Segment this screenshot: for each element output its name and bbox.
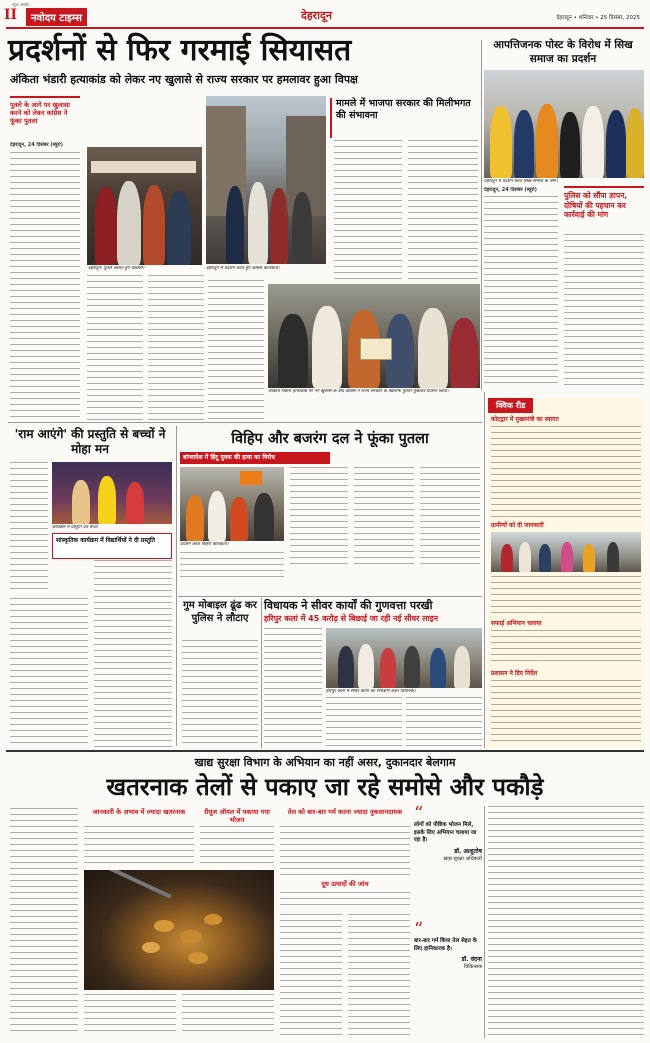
photo-figure xyxy=(561,542,573,572)
quick-read-item-body xyxy=(491,426,641,518)
bottom-story-body-6 xyxy=(280,826,410,876)
photo-ladle xyxy=(106,870,171,899)
section-rule xyxy=(178,596,482,597)
right-story-side-box xyxy=(564,186,644,232)
ram-story-caption: कार्यक्रम में प्रस्तुति देते बच्चे। xyxy=(52,525,99,530)
quick-read-item: कोटद्वार में मुख्यमंत्री का स्वागत xyxy=(491,416,559,423)
lead-subhead: अंकिता भंडारी हत्याकांड को लेकर नए खुलासे से राज्य सरकार पर हमलावर हुआ विपक्ष xyxy=(10,73,358,86)
right-story-dateline-text: देहरादून, 24 दिसंबर (ब्यूरो) xyxy=(484,187,537,193)
right-story-side-box-text: पुलिस को सौंपा ज्ञापन, दोषियों की पहचान कर कार्रवाई की मांग xyxy=(564,191,628,219)
lead-caption-1: देहरादून: पुतले जलाते हुए कांग्रेसी। xyxy=(88,266,145,271)
photo-figure xyxy=(72,480,90,524)
photo-figure xyxy=(582,106,604,178)
photo-figure xyxy=(167,191,191,265)
lead-dateline xyxy=(10,142,80,150)
column-rule xyxy=(481,40,482,390)
bottom-story-body-8 xyxy=(280,914,342,1036)
vhp-story-box xyxy=(180,452,330,464)
column-rule xyxy=(261,598,262,748)
photo-banner xyxy=(91,161,196,173)
ram-story-body-3 xyxy=(94,560,172,748)
quote-box-2 xyxy=(414,919,482,1036)
vhp-story-body-3 xyxy=(420,467,480,567)
photo-figure xyxy=(519,542,531,572)
mobile-story-body xyxy=(182,640,258,748)
photo-figure xyxy=(501,544,513,572)
right-story-body-2 xyxy=(564,234,644,386)
lead-body-col2c xyxy=(208,280,264,420)
photo-flag xyxy=(240,471,262,485)
section-rule xyxy=(6,750,644,752)
quote-role: खाद्य सुरक्षा अधिकारी xyxy=(443,855,482,862)
photo-figure xyxy=(270,188,288,264)
photo-figure xyxy=(208,491,226,541)
column-rule xyxy=(176,426,177,746)
mobile-story-headline: गुम मोबाइल ढूंढ कर पुलिस ने लौटाए xyxy=(183,600,257,624)
right-story-dateline xyxy=(484,187,574,194)
lead-body-col2b xyxy=(148,275,204,420)
quote-mark-icon: “ xyxy=(414,919,424,940)
bottom-story-body-10 xyxy=(488,806,644,1036)
photo-figure xyxy=(430,648,446,688)
photo-pakora xyxy=(154,920,174,932)
quote-name: डॉ. वंदना xyxy=(461,956,482,963)
photo-figure xyxy=(95,187,117,265)
bottom-story-sub-1: जानकारी के अभाव में ज्यादा खतरनाक xyxy=(92,808,186,816)
vhp-story-headline: विहिप और बजरंग दल ने फूंका पुतला xyxy=(231,431,429,447)
photo-figure xyxy=(606,110,626,178)
sewer-story-body-2 xyxy=(326,697,402,748)
quick-read-label: क्विक रीड xyxy=(488,398,533,413)
lead-side-box xyxy=(330,98,482,138)
lead-dateline-text: देहरादून, 24 दिसंबर (ब्यूरो) xyxy=(10,142,63,148)
sewer-story-subhead: हरिपुर कलां में 45 करोड़ से बिछाई जा रही नई सीवर लाइन xyxy=(264,614,439,623)
photo-poster xyxy=(360,338,392,360)
photo-figure xyxy=(278,314,308,388)
photo-figure xyxy=(98,476,116,524)
photo-figure xyxy=(490,106,512,178)
quote-text: लोगों को पौष्टिक भोजन मिले, इसके लिए अभियान चलाया जा रहा है। xyxy=(414,822,477,843)
bottom-story-headline: खतरनाक तेलों से पकाए जा रहे समोसे और पकौड़े xyxy=(106,773,544,801)
masthead xyxy=(0,0,650,30)
bottom-story-kicker: खाद्य सुरक्षा विभाग के अभियान का नहीं असर, दुकानदार बेलगाम xyxy=(194,756,456,769)
bottom-story-sub-3: तेल को बार-बार गर्म करना ज्यादा नुकसानदायक xyxy=(287,808,403,816)
quote-role: चिकित्सक xyxy=(463,964,482,970)
bottom-story-body-7 xyxy=(280,892,410,910)
photo-figure xyxy=(358,644,374,688)
photo-pakora xyxy=(180,930,202,943)
photo-figure xyxy=(380,648,396,688)
photo-figure xyxy=(117,181,141,265)
photo-figure xyxy=(539,544,551,572)
vhp-story-body-1 xyxy=(290,467,348,567)
photo-figure xyxy=(254,493,274,541)
ram-story-headline: 'राम आएंगे' की प्रस्तुति से बच्चों ने मोहा मन xyxy=(14,427,166,456)
photo-figure xyxy=(450,318,478,388)
quick-read-panel xyxy=(488,398,644,748)
bottom-story-body-1 xyxy=(10,808,78,1036)
top-left-small: न्यूज अपडेट xyxy=(12,2,30,7)
lead-caption-3: अंकिता भंडारी हत्याकांड पर नए खुलासे के बाद कांग्रेस ने राज्य सरकार के खिलाफ पुतला फूंककर प्रदर्शन किया। xyxy=(268,389,449,394)
column-rule xyxy=(484,392,485,748)
lead-body-col2a xyxy=(87,275,143,420)
lead-body-col4 xyxy=(408,140,478,280)
photo-figure xyxy=(338,646,354,688)
photo-figure xyxy=(143,185,165,265)
quote-text: बार-बार गर्म किया तेल सेहत के लिए हानिकारक है। xyxy=(414,938,477,952)
photo-figure xyxy=(607,542,619,572)
quote-name: डॉ. आशुतोष xyxy=(454,847,482,855)
vhp-story-body-2 xyxy=(354,467,414,567)
photo-figure xyxy=(226,186,244,264)
lead-body-col1 xyxy=(10,152,80,417)
bottom-story-body-4 xyxy=(182,994,274,1036)
photo-figure xyxy=(626,108,644,178)
right-story-body-1 xyxy=(484,196,558,386)
lead-photo-1 xyxy=(87,147,202,265)
bottom-story-body-2 xyxy=(84,826,194,866)
quote-mark-icon: “ xyxy=(414,803,424,824)
photo-pakora xyxy=(142,942,160,953)
vhp-story-body-4 xyxy=(180,552,284,582)
right-story-photo xyxy=(484,70,644,178)
photo-pakora xyxy=(188,952,208,964)
paper-name: नवोदय टाइम्स xyxy=(26,8,87,26)
bottom-story-body-5 xyxy=(200,826,274,866)
section-rule xyxy=(8,422,482,423)
ram-story-box xyxy=(52,533,172,559)
photo-pakora xyxy=(204,914,222,925)
page-label: देहरादून xyxy=(301,9,332,22)
quick-read-item-body xyxy=(491,630,641,666)
photo-figure xyxy=(514,110,534,178)
page-number: II xyxy=(4,7,18,23)
bottom-story-photo xyxy=(84,870,274,990)
quote-box-1 xyxy=(414,803,482,920)
photo-figure xyxy=(418,308,448,388)
column-rule xyxy=(484,806,485,1038)
vhp-story-caption: प्रदर्शन करते विहिप कार्यकर्ता। xyxy=(180,542,229,547)
lead-body-col3 xyxy=(334,140,402,280)
quick-read-item: सफाई अभियान चलाया xyxy=(491,620,542,627)
masthead-rule xyxy=(6,27,644,29)
lead-caption-2: देहरादून में प्रदर्शन करते हुए कांग्रेस कार्यकर्ता। xyxy=(206,266,280,271)
photo-figure xyxy=(230,497,248,541)
sewer-story-caption: हरिपुर कलां में सीवर कार्यों का निरीक्षण करते विधायक। xyxy=(326,689,416,694)
photo-figure xyxy=(186,495,204,541)
photo-figure xyxy=(312,306,342,388)
bottom-story-body-3 xyxy=(84,994,176,1036)
lead-left-box xyxy=(10,96,80,140)
sewer-story-headline: विधायक ने सीवर कार्यों की गुणवत्ता परखी xyxy=(264,599,433,612)
lead-side-box-text: मामले में भाजपा सरकार की मिलीभगत की संभावना xyxy=(336,98,471,121)
right-story-caption: देहरादून में प्रदर्शन करते सिख समाज के लोग। xyxy=(484,179,558,184)
lead-photo-3 xyxy=(268,284,480,388)
quick-read-item: ग्रामीणों को दी जानकारी xyxy=(491,522,544,529)
sewer-story-photo xyxy=(326,628,482,688)
photo-figure xyxy=(560,112,580,178)
photo-figure xyxy=(454,646,470,688)
photo-figure xyxy=(248,182,268,264)
ram-story-photo xyxy=(52,462,172,524)
bottom-story-sub-2: रीयूज ऑयल में पकाया गया भोजन xyxy=(204,808,270,824)
vhp-story-photo xyxy=(180,467,284,541)
quick-read-item-body xyxy=(491,680,641,744)
photo-figure xyxy=(536,104,558,178)
ram-story-body-1 xyxy=(10,462,48,592)
date-line: देहरादून • शनिवार • 25 दिसंबर, 2025 xyxy=(556,15,640,21)
bottom-story-body-9 xyxy=(348,914,410,1036)
lead-left-box-text: पुतले के आगे पर खुलासा करने को लेकर कांग्रेस ने फूंका पुतला xyxy=(10,101,70,125)
ram-story-box-text: सांस्कृतिक कार्यक्रम में विद्यार्थियों ने दी प्रस्तुति xyxy=(56,537,155,544)
quick-read-item: प्रशासन ने दिए निर्देश xyxy=(491,670,538,677)
lead-photo-2 xyxy=(206,96,326,264)
photo-figure xyxy=(404,646,420,688)
photo-figure xyxy=(126,482,144,524)
photo-figure xyxy=(583,544,595,572)
sewer-story-body-1 xyxy=(264,628,322,748)
bottom-story-sub-4: दूध उत्पादों की जांच xyxy=(321,880,369,888)
lead-headline: प्रदर्शनों से फिर गरमाई सियासत xyxy=(8,33,352,68)
sewer-story-body-3 xyxy=(406,697,482,748)
ram-story-body-2 xyxy=(10,598,88,748)
photo-figure xyxy=(292,192,312,264)
quick-read-item-body xyxy=(491,576,641,616)
vhp-story-box-text: बांग्लादेश में हिंदू युवक की हत्या का विरोध xyxy=(183,454,275,461)
right-story-headline: आपत्तिजनक पोस्ट के विरोध में सिख समाज का प्रदर्शन xyxy=(493,39,633,65)
quick-read-photo xyxy=(491,532,641,572)
